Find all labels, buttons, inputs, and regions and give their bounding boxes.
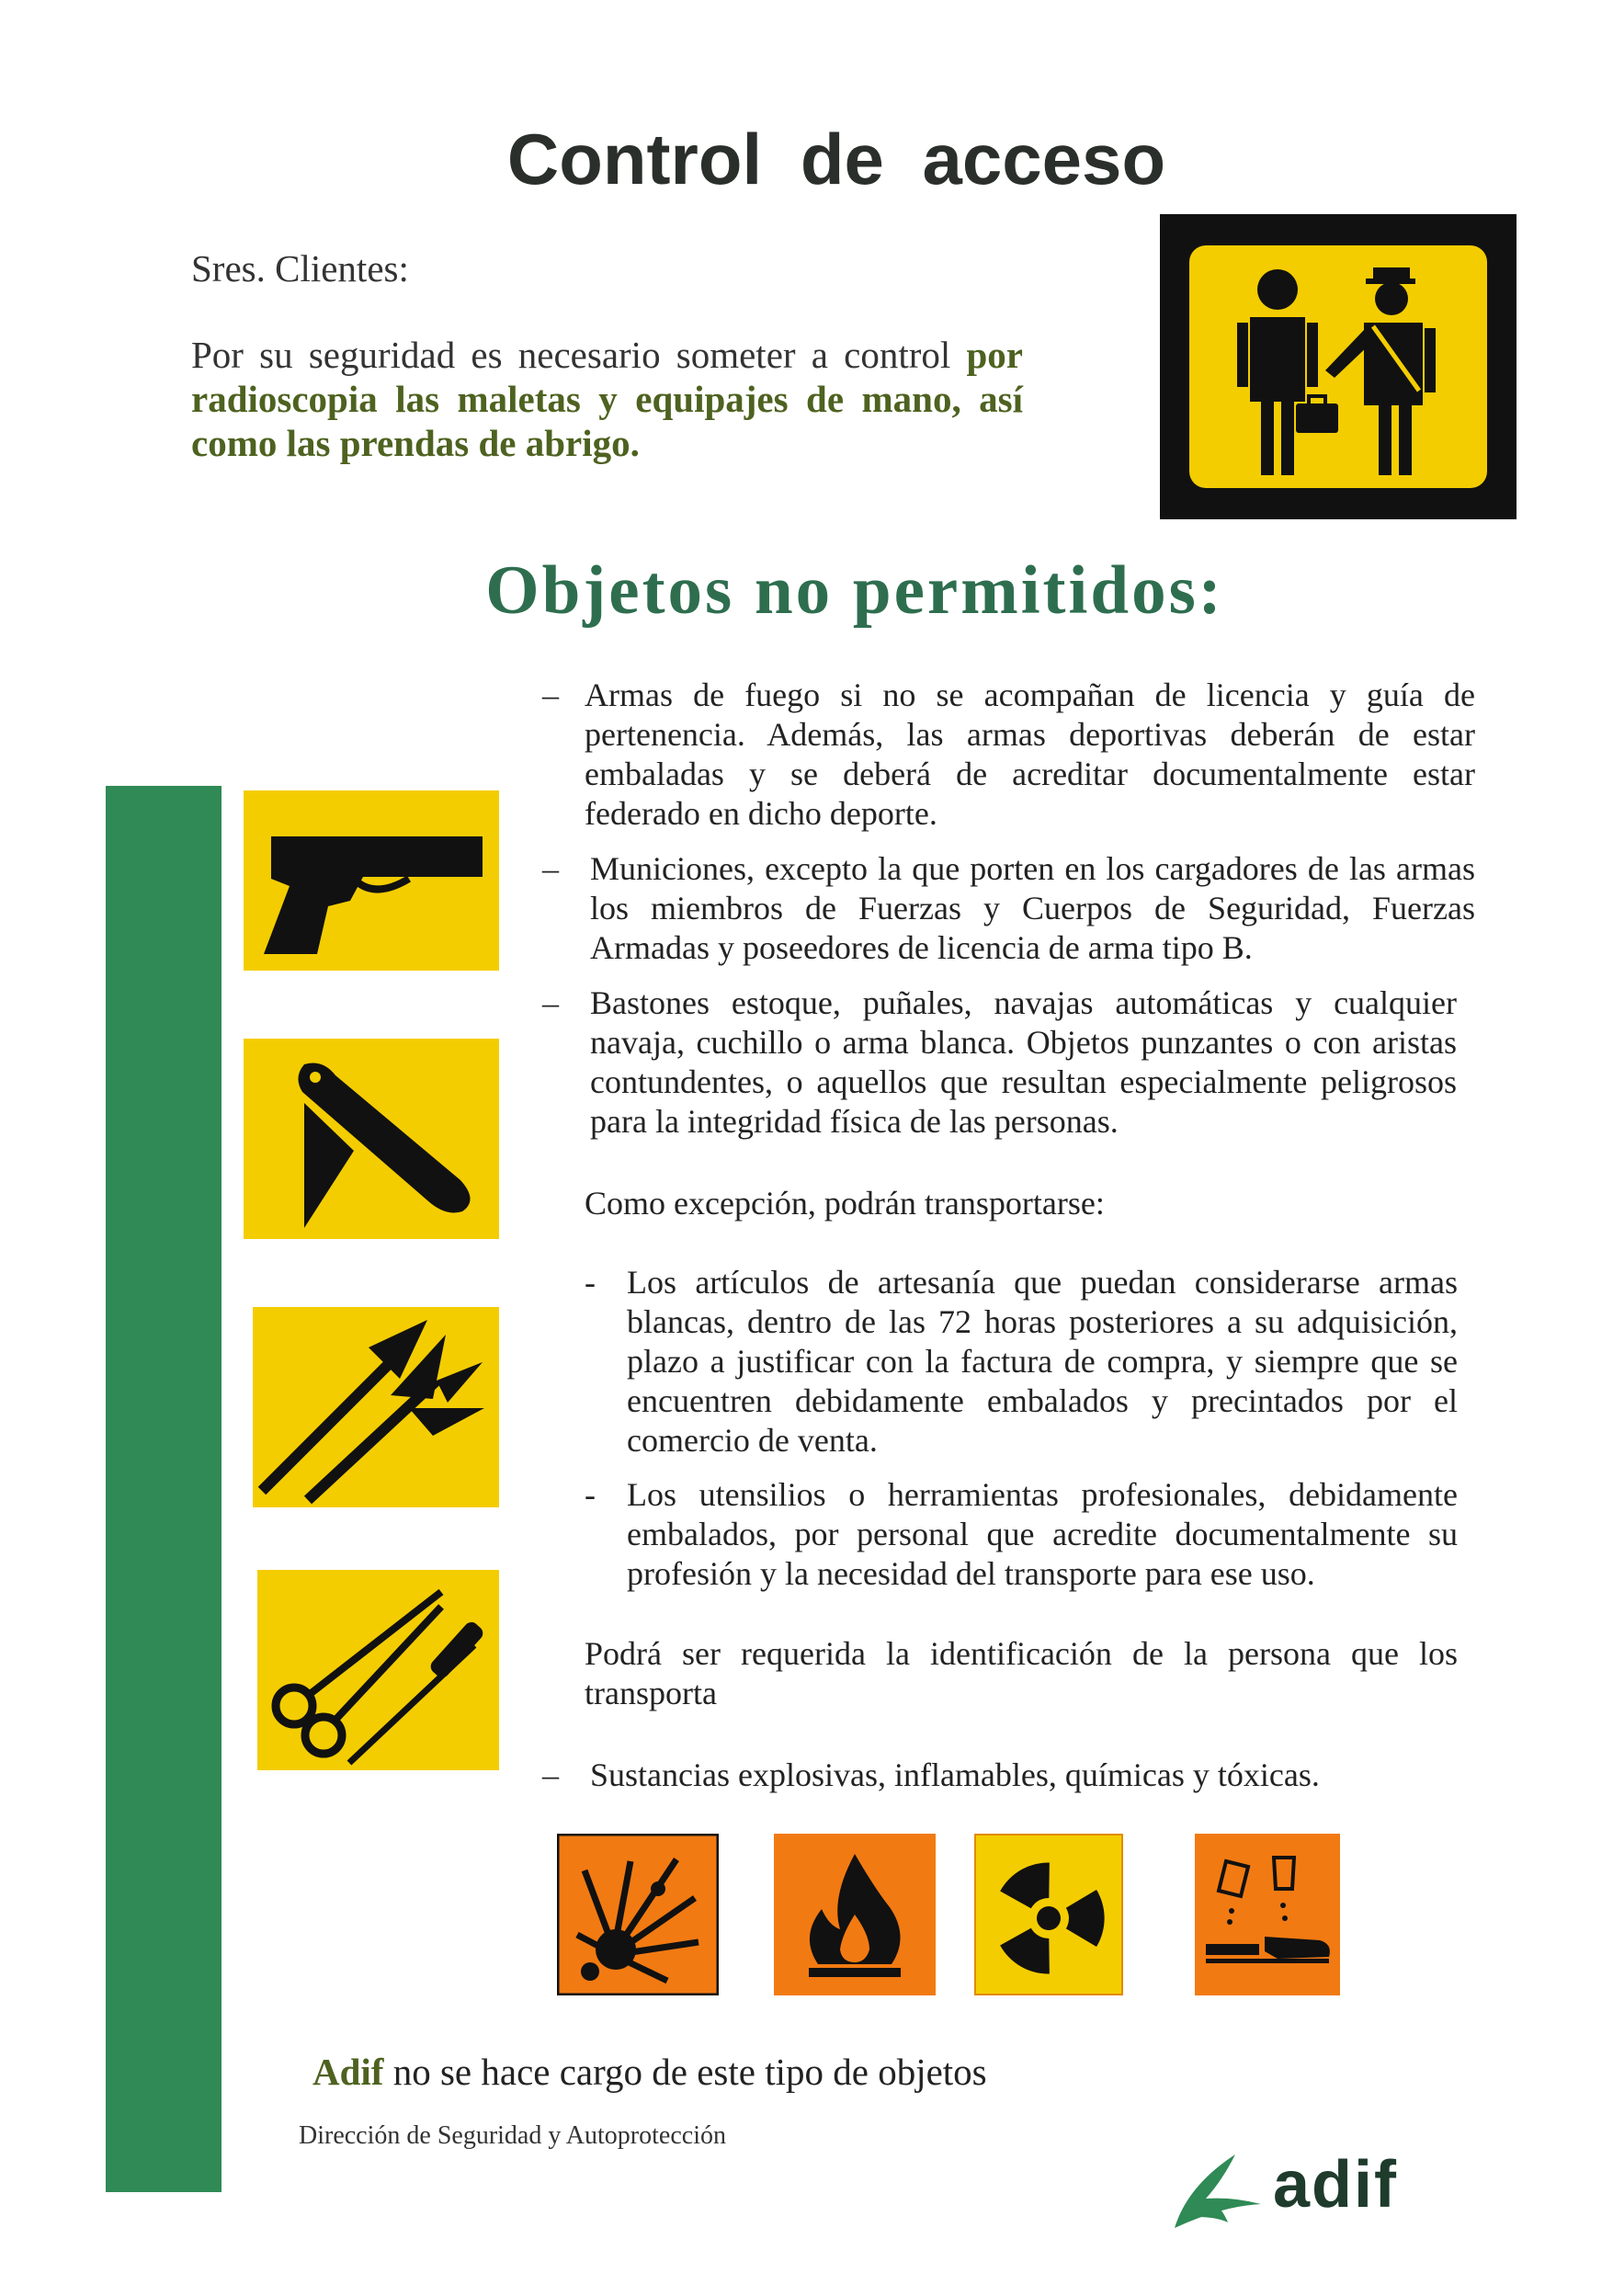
- adif-logo-text: adif: [1273, 2148, 1399, 2222]
- identification-note: Podrá ser requerida la identificación de la persona que los transporta: [585, 1635, 1458, 1711]
- adif-logo-mark: [1169, 2149, 1270, 2233]
- intro-highlight: por radioscopia las maletas y equipajes de mano, así como las prendas de abrigo.: [191, 334, 1023, 464]
- security-check-icon: [1160, 214, 1516, 519]
- green-bar: [106, 786, 222, 2192]
- department-name: Dirección de Seguridad y Autoprotección: [299, 2121, 726, 2150]
- scissors-icon: [257, 1570, 499, 1770]
- list-item-blades: – Bastones estoque, puñales, navajas automáticas y cualquier navaja, cuchillo o arma blanca. Objetos punzantes o con aristas contundentes, o aquellos que resultan especialmente peligrosos para la integridad física de las personas.: [542, 984, 1457, 1140]
- flammable-icon: [774, 1834, 936, 1995]
- footer-note: [312, 2050, 987, 2094]
- exception-item-tools: - Los utensilios o herramientas profesionales, debidamente embalados, por personal que acredite documentalmente su profesión y la necesidad del transporte para ese uso.: [585, 1476, 1458, 1592]
- radioactive-icon: [974, 1834, 1123, 1995]
- intro-plain: Por su seguridad es necesario someter a control: [191, 334, 967, 376]
- list-item-ammunition: – Municiones, excepto la que porten en los cargadores de las armas los miembros de Fuerzas y Cuerpos de Seguridad, Fuerzas Armadas y poseedores de licencia de arma tipo B.: [542, 850, 1475, 966]
- exception-intro: Como excepción, podrán transportarse:: [585, 1185, 1105, 1222]
- gun-icon: [244, 790, 499, 971]
- knife-icon: [244, 1039, 499, 1239]
- list-item-firearms: – Armas de fuego si no se acompañan de licencia y guía de pertenencia. Además, las armas deportivas deberán de estar embaladas y se deberá de acreditar documentalmente estar federado en dicho deporte.: [542, 676, 1475, 832]
- list-item-substances: – Sustancias explosivas, inflamables, químicas y tóxicas.: [542, 1756, 1320, 1793]
- footer-brand: Adif: [312, 2051, 384, 2093]
- explosive-icon: [557, 1834, 719, 1995]
- page-title: Control de acceso: [506, 119, 1166, 199]
- footer-note-text: no se hace cargo de este tipo de objetos: [383, 2051, 987, 2093]
- arrows-icon: [253, 1307, 499, 1507]
- corrosive-icon: [1195, 1834, 1340, 1995]
- section-title: Objetos no permitidos:: [485, 552, 1224, 629]
- greeting: Sres. Clientes:: [191, 247, 409, 290]
- exception-item-crafts: - Los artículos de artesanía que puedan considerarse armas blancas, dentro de las 72 horas posteriores a su adquisición, plazo a justificar con la factura de compra, y siempre que se encuentren debidamente embalados y precintados por el comercio de venta.: [585, 1264, 1458, 1459]
- intro-text: [191, 333, 1023, 465]
